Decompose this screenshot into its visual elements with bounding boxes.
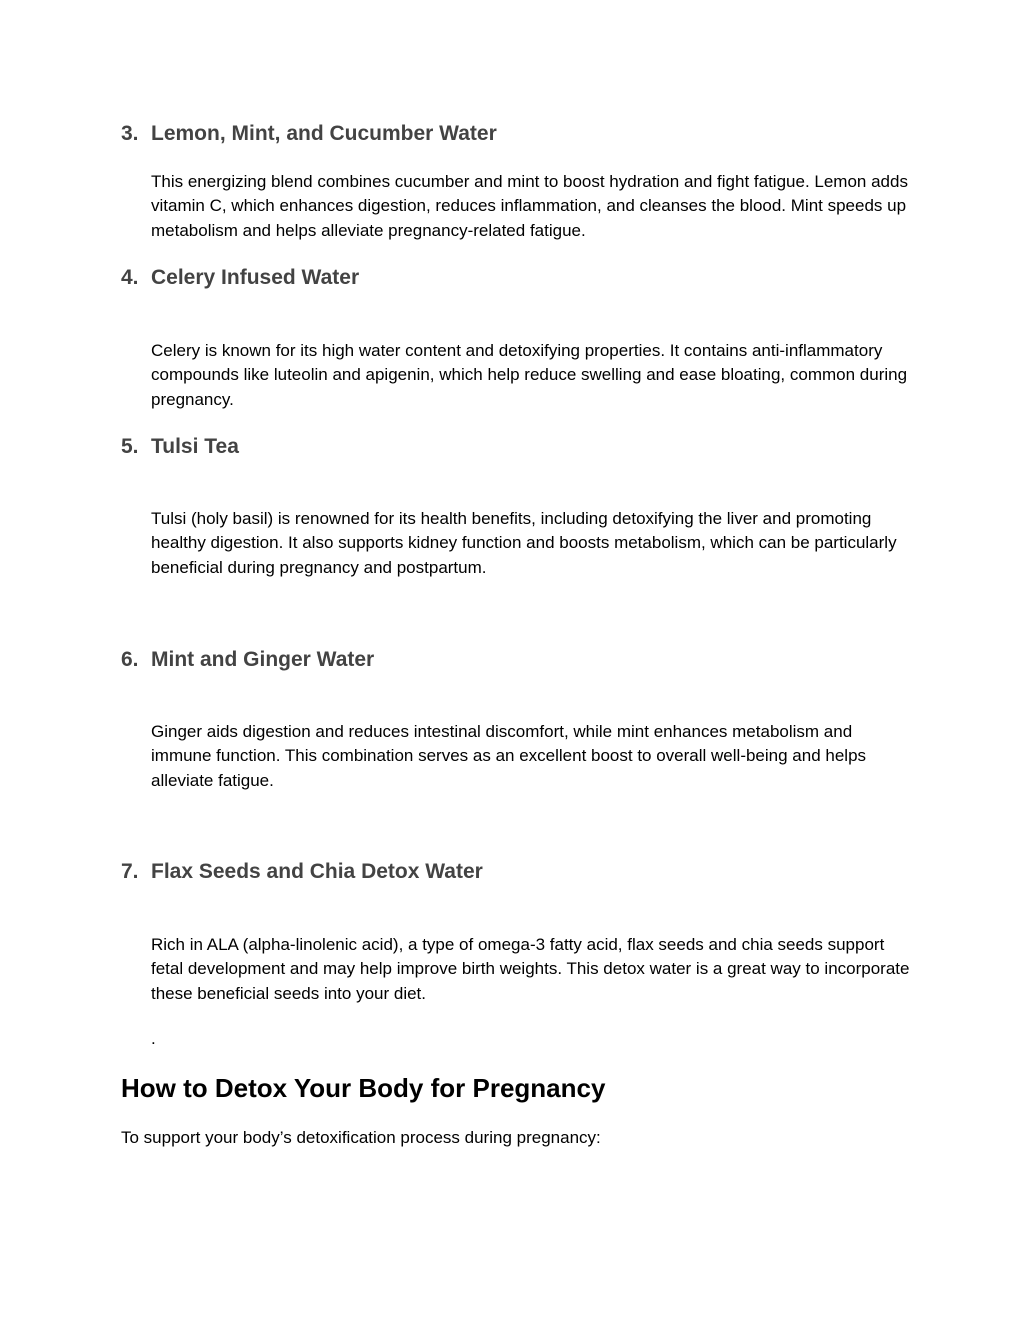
item-heading <box>121 264 359 292</box>
item-heading <box>121 120 497 148</box>
item-title: Mint and Ginger Water <box>151 648 375 671</box>
item-body: This energizing blend combines cucumber and mint to boost hydration and fight fatigue. Lemon adds vitamin C, which enhances digestion, reduces inflammation, and cleanses the blood. Mint speeds up metabolism and helps alleviate pregnancy-related fatigue. <box>151 172 908 240</box>
item-number: 5. <box>121 435 139 458</box>
item-body: Celery is known for its high water content and detoxifying properties. It contains anti-inflammatory compounds like luteolin and apigenin, which help reduce swelling and ease bloating, common during pregnancy. <box>151 341 908 409</box>
item-heading <box>121 433 239 461</box>
item-number: 4. <box>121 266 139 289</box>
item-body: Ginger aids digestion and reduces intestinal discomfort, while mint enhances metabolism and immune function. This combination serves as an excellent boost to overall well-being and helps alleviate fatigue. <box>151 722 867 790</box>
item-body: Tulsi (holy basil) is renowned for its health benefits, including detoxifying the liver and promoting healthy digestion. It also supports kidney function and boosts metabolism, which can be particularly beneficial during pregnancy and postpartum. <box>151 509 897 577</box>
section-intro: To support your body’s detoxification process during pregnancy: <box>121 1128 601 1147</box>
item-title: Flax Seeds and Chia Detox Water <box>151 860 483 883</box>
item-number: 7. <box>121 860 139 883</box>
item-number: 6. <box>121 648 139 671</box>
item-body: Rich in ALA (alpha-linolenic acid), a type of omega-3 fatty acid, flax seeds and chia seeds support fetal development and may help improve birth weights. This detox water is a great way to incorporate these beneficial seeds into your diet. <box>151 935 910 1003</box>
trailing-dot: . <box>151 1029 156 1048</box>
item-title: Lemon, Mint, and Cucumber Water <box>151 122 497 145</box>
item-title: Tulsi Tea <box>151 435 239 458</box>
section-heading: How to Detox Your Body for Pregnancy <box>121 1073 606 1103</box>
item-number: 3. <box>121 122 139 145</box>
item-title: Celery Infused Water <box>151 266 360 289</box>
item-heading <box>121 858 483 886</box>
item-heading <box>121 646 374 674</box>
